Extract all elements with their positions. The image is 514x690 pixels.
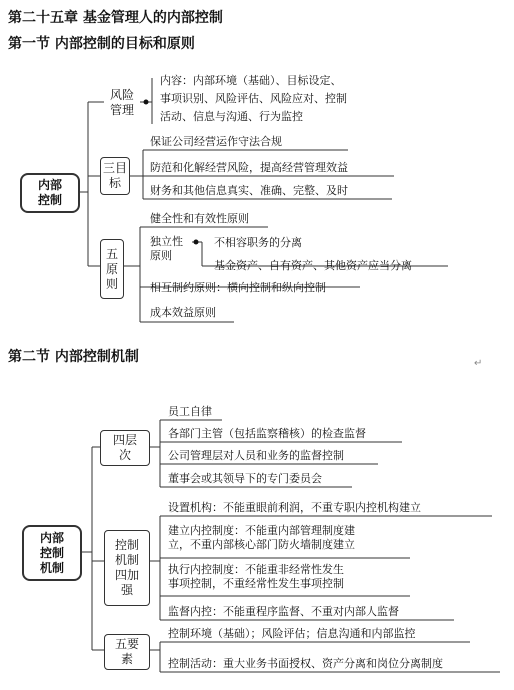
level-item-2: 各部门主管（包括监察稽核）的检查监督 bbox=[168, 427, 366, 440]
mechanism-item-2: 建立内控制度：不能重内部管理制度建 立，不重内部核心部门防火墙制度建立 bbox=[168, 524, 355, 551]
mechanism-item-3: 执行内控制度：不能重非经常性发生 事项控制，不重经常性发生事项控制 bbox=[168, 563, 344, 590]
risk-content-line-2: 事项识别、风险评估、风险应对、控制 bbox=[160, 92, 347, 105]
level-item-1: 员工自律 bbox=[168, 405, 212, 418]
level-item-3: 公司管理层对人员和业务的监督控制 bbox=[168, 449, 344, 462]
independence-principle: 独立性 原则 bbox=[150, 235, 183, 262]
paragraph-return-mark: ↵ bbox=[474, 358, 483, 369]
goal-item-2: 防范和化解经营风险，提高经营管理效益 bbox=[150, 161, 348, 174]
level-item-4: 董事会或其领导下的专门委员会 bbox=[168, 472, 322, 485]
chapter-title: 第二十五章 基金管理人的内部控制 bbox=[8, 10, 223, 26]
mechanism-item-4: 监督内控：不能重程序监督、不重对内部人监督 bbox=[168, 605, 399, 618]
section2-title: 第二节 内部控制机制 bbox=[8, 349, 139, 365]
four-levels-node: 四层 次 bbox=[100, 430, 150, 466]
risk-content-line-1: 内容：内部环境（基础）、目标设定、 bbox=[160, 74, 342, 87]
element-item-1: 控制环境（基础）；风险评估；信息沟通和内部监控 bbox=[168, 627, 416, 640]
risk-content-line-3: 活动、信息与沟通、行为监控 bbox=[160, 110, 303, 123]
three-goals-node: 三目 标 bbox=[100, 157, 130, 195]
five-elements-node: 五要 素 bbox=[104, 634, 150, 670]
five-principles-node: 五 原 则 bbox=[100, 239, 124, 299]
independence-sub-1: 不相容职务的分离 bbox=[214, 236, 302, 249]
independence-sub-2: 基金资产、自有资产、其他资产应当分离 bbox=[214, 259, 412, 272]
control-mechanism-root-node: 内部 控制 机制 bbox=[22, 525, 82, 581]
principle-item-3: 相互制约原则：横向控制和纵向控制 bbox=[150, 281, 326, 294]
mechanism-item-1: 设置机构：不能重眼前利润，不重专职内控机构建立 bbox=[168, 501, 421, 514]
element-item-2: 控制活动：重大业务书面授权、资产分离和岗位分离制度 bbox=[168, 657, 443, 670]
goal-item-3: 财务和其他信息真实、准确、完整、及时 bbox=[150, 184, 348, 197]
principle-item-4: 成本效益原则 bbox=[150, 306, 216, 319]
section1-title: 第一节 内部控制的目标和原则 bbox=[8, 36, 195, 52]
four-strengthenings-node: 控制 机制 四加 强 bbox=[104, 530, 150, 606]
internal-control-root-node: 内部 控制 bbox=[20, 173, 80, 213]
principle-item-1: 健全性和有效性原则 bbox=[150, 212, 249, 225]
risk-management-node: 风险 管理 bbox=[104, 87, 140, 119]
goal-item-1: 保证公司经营运作守法合规 bbox=[150, 135, 282, 148]
